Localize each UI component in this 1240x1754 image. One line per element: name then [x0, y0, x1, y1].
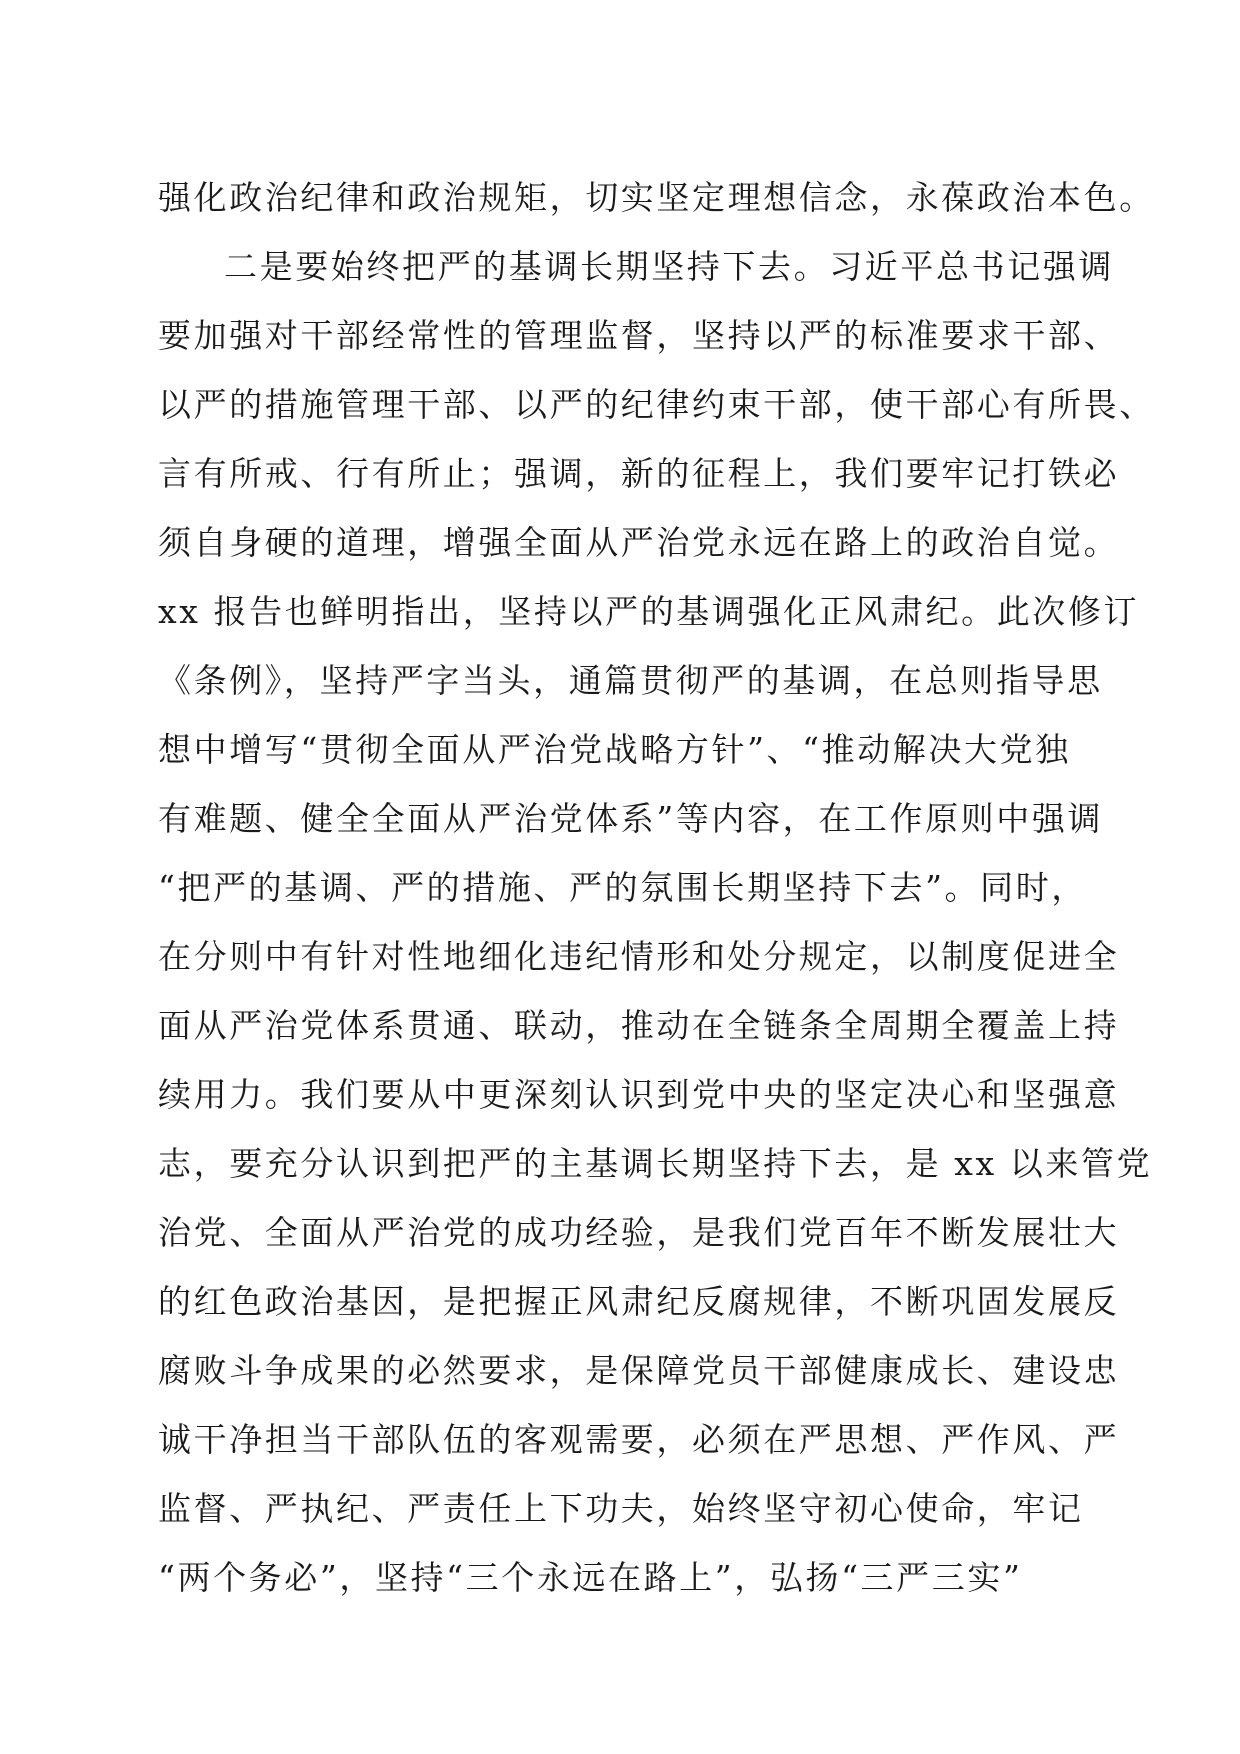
- text-line: “把严的基调、严的措施、严的氛围长期坚持下去”。同时，: [158, 868, 1087, 907]
- text-line: “两个务必”，坚持“三个永远在路上”，弘扬“三严三实”: [158, 1558, 1023, 1597]
- text-line: 治党、全面从严治党的成功经验，是我们党百年不断发展壮大: [158, 1213, 1120, 1252]
- text-line: 言有所戒、行有所止；强调，新的征程上，我们要牢记打铁必: [158, 454, 1120, 493]
- text-line: xx 报告也鲜明指出，坚持以严的基调强化正风肃纪。此次修订: [158, 592, 1140, 631]
- text-line: 监督、严执纪、严责任上下功夫，始终坚守初心使命，牢记: [158, 1489, 1084, 1528]
- text-line: 志，要充分认识到把严的主基调长期坚持下去，是 xx 以来管党: [158, 1144, 1153, 1183]
- text-line: 续用力。我们要从中更深刻认识到党中央的坚定决心和坚强意: [158, 1075, 1120, 1114]
- text-line: 的红色政治基因，是把握正风肃纪反腐规律，不断巩固发展反: [158, 1282, 1120, 1321]
- text-line: 诚干净担当干部队伍的客观需要，必须在严思想、严作风、严: [158, 1420, 1120, 1459]
- text-line: 在分则中有针对性地细化违纪情形和处分规定，以制度促进全: [158, 937, 1120, 976]
- text-line: 腐败斗争成果的必然要求，是保障党员干部健康成长、建设忠: [158, 1351, 1120, 1390]
- text-line: 《条例》，坚持严字当头，通篇贯彻严的基调，在总则指导思: [158, 661, 1103, 700]
- text-line: 面从严治党体系贯通、联动，推动在全链条全周期全覆盖上持: [158, 1006, 1120, 1045]
- text-line: 强化政治纪律和政治规矩，切实坚定理想信念，永葆政治本色。: [158, 178, 1155, 217]
- text-line: 须自身硬的道理，增强全面从严治党永远在路上的政治自觉。: [158, 523, 1120, 562]
- text-line: 要加强对干部经常性的管理监督，坚持以严的标准要求干部、: [158, 316, 1120, 355]
- text-line: 想中增写“贯彻全面从严治党战略方针”、“推动解决大党独: [158, 730, 1071, 769]
- text-line: 二是要始终把严的基调长期坚持下去。习近平总书记强调: [224, 247, 1114, 286]
- text-line: 以严的措施管理干部、以严的纪律约束干部，使干部心有所畏、: [158, 385, 1155, 424]
- body-text: [158, 163, 1155, 1612]
- text-line: 有难题、健全全面从严治党体系”等内容，在工作原则中强调: [158, 799, 1104, 838]
